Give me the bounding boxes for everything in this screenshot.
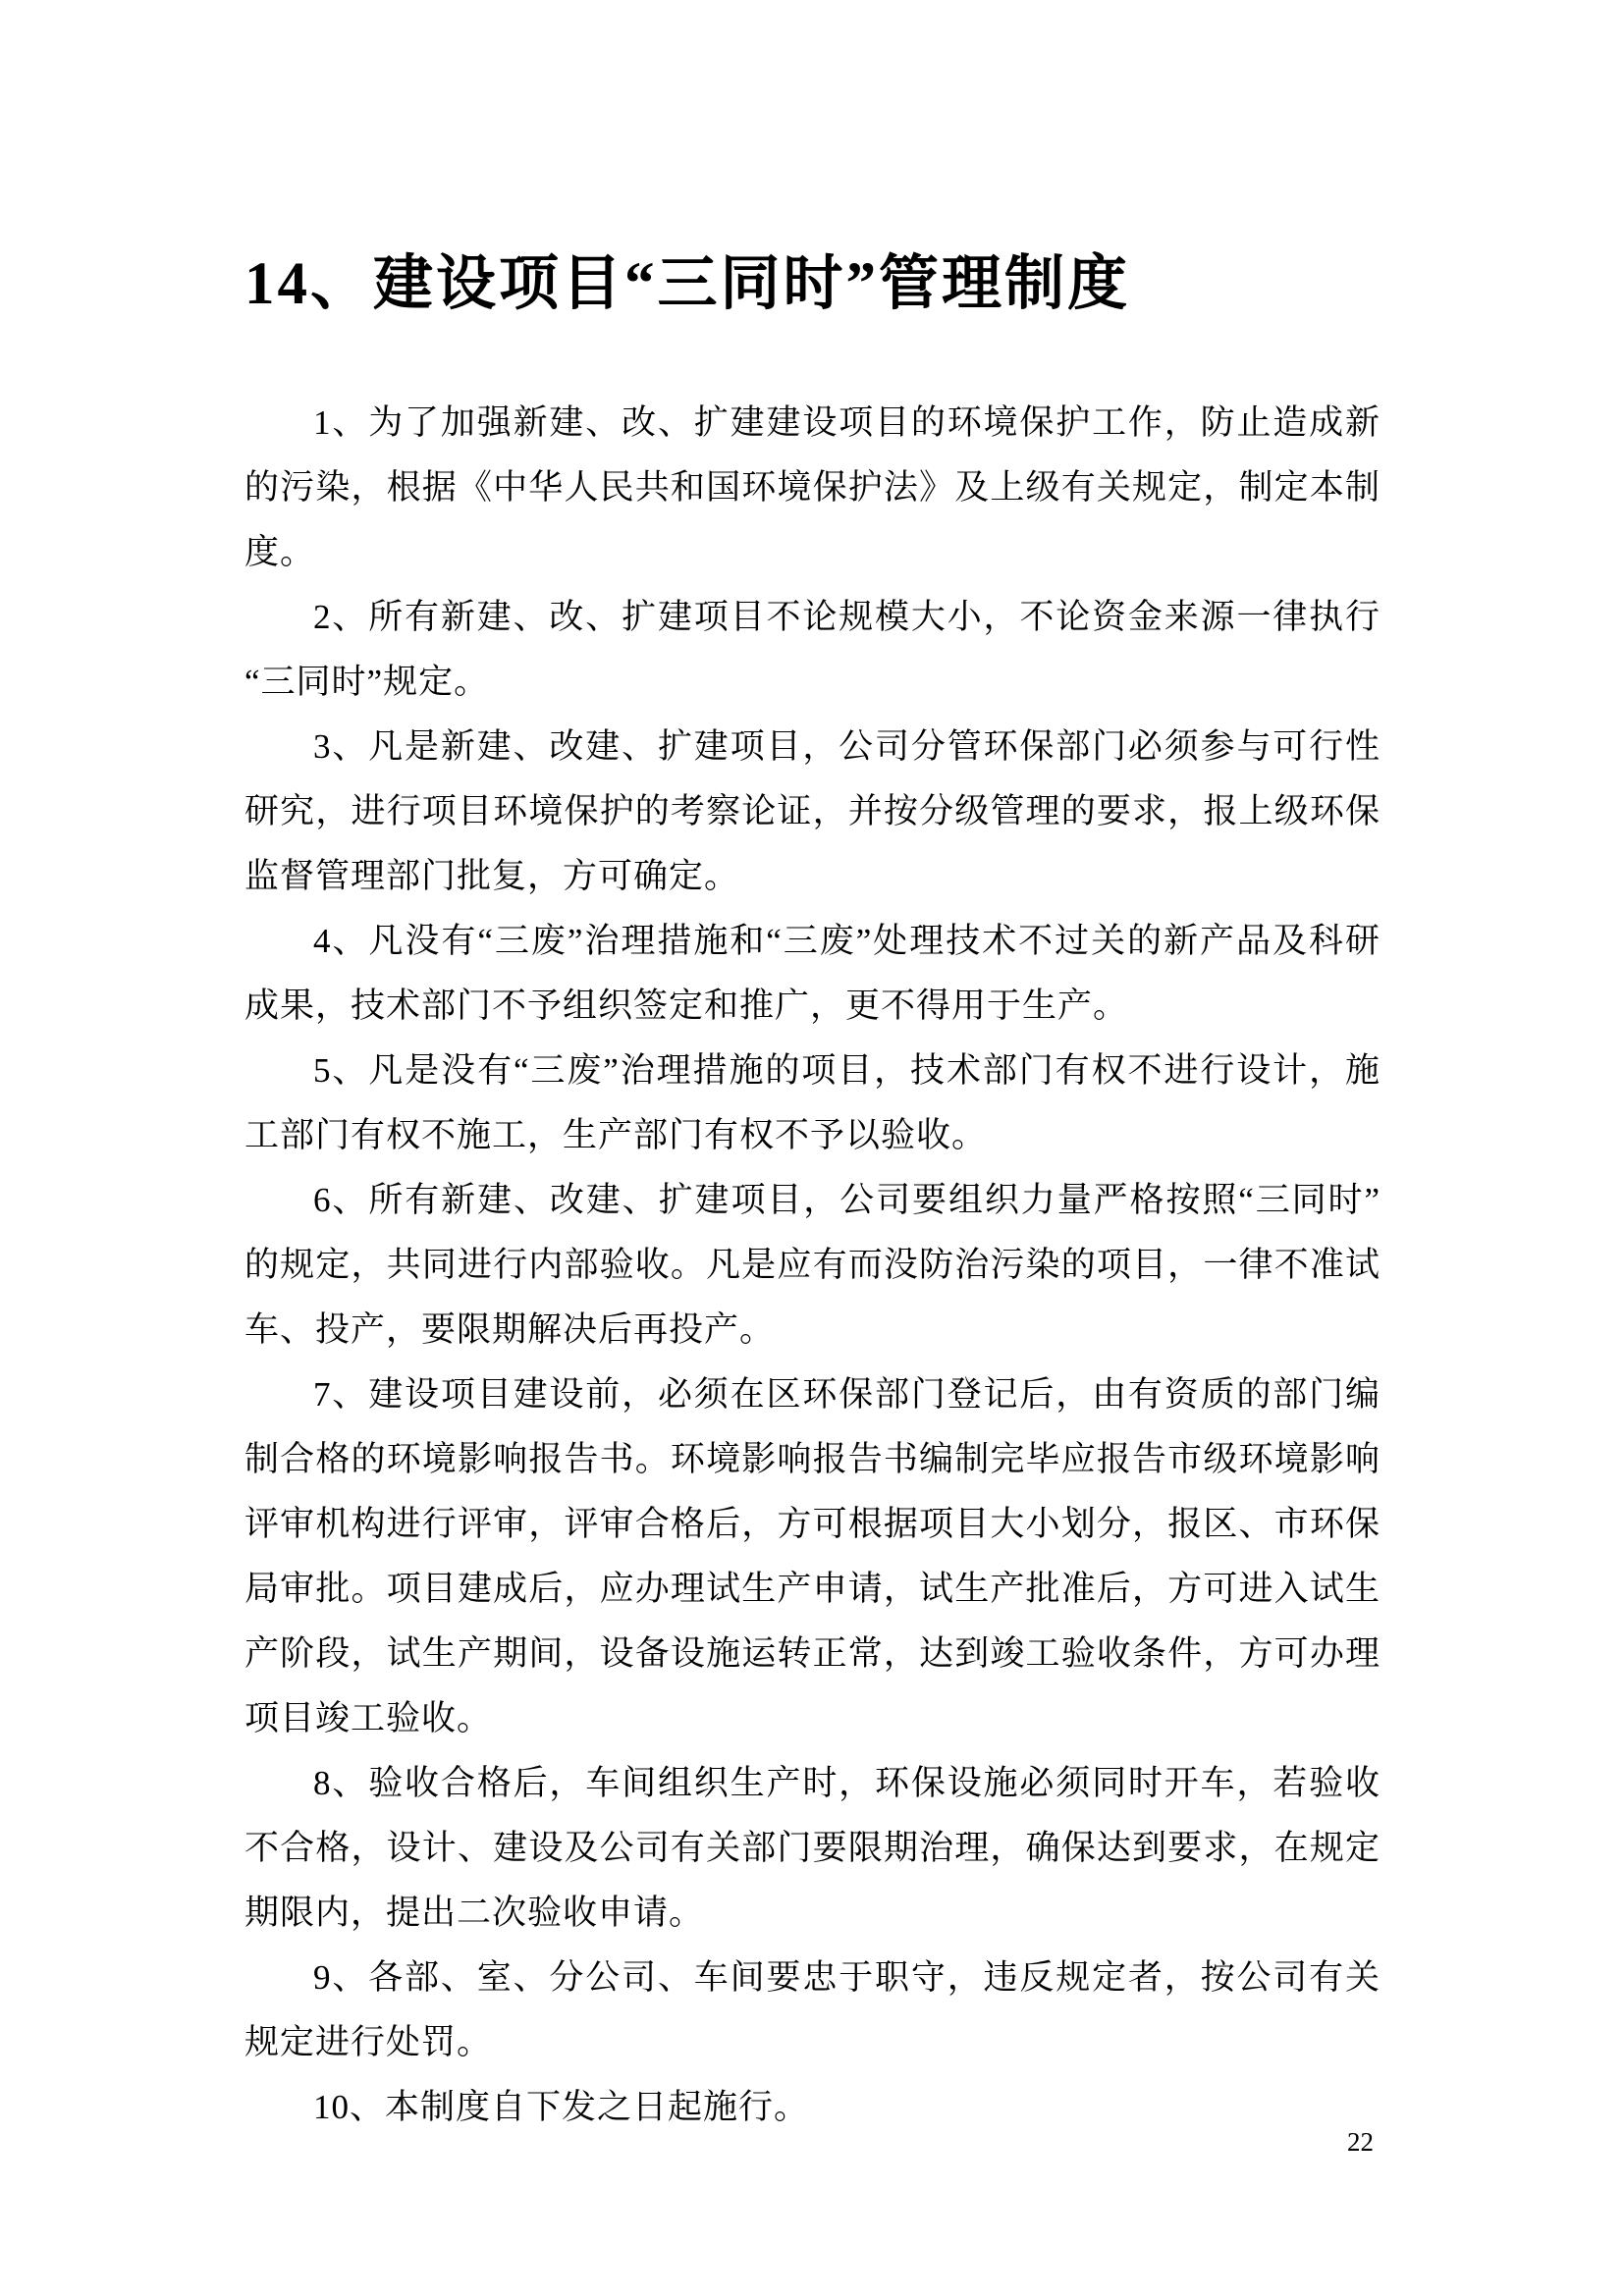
paragraph-9: 9、各部、室、分公司、车间要忠于职守，违反规定者，按公司有关规定进行处罚。 bbox=[244, 1958, 1380, 2061]
paragraph-2: 2、所有新建、改、扩建项目不论规模大小，不论资金来源一律执行“三同时”规定。 bbox=[244, 598, 1380, 701]
paragraph-4: 4、凡没有“三废”治理措施和“三废”处理技术不过关的新产品及科研成果，技术部门不予组织签定和推广，更不得用于生产。 bbox=[244, 922, 1380, 1025]
paragraph-7: 7、建设项目建设前，必须在区环保部门登记后，由有资质的部门编制合格的环境影响报告书。环境影响报告书编制完毕应报告市级环境影响评审机构进行评审，评审合格后，方可根据项目大小划分，报区、市环保局审批。项目建成后，应办理试生产申请，试生产批准后，方可进入试生产阶段，试生产期间，设备设施运转正常，达到竣工验收条件，方可办理项目竣工验收。 bbox=[244, 1375, 1380, 1737]
document-title: 14、建设项目“三同时”管理制度 bbox=[244, 251, 1131, 317]
paragraph-1: 1、为了加强新建、改、扩建建设项目的环境保护工作，防止造成新的污染，根据《中华人民共和国环境保护法》及上级有关规定，制定本制度。 bbox=[244, 403, 1380, 571]
page-number: 22 bbox=[1347, 2127, 1374, 2157]
paragraph-6: 6、所有新建、改建、扩建项目，公司要组织力量严格按照“三同时”的规定，共同进行内部验收。凡是应有而没防治污染的项目，一律不准试车、投产，要限期解决后再投产。 bbox=[244, 1181, 1380, 1349]
document-body bbox=[244, 391, 1380, 2140]
paragraph-10: 10、本制度自下发之日起施行。 bbox=[313, 2088, 810, 2126]
paragraph-3: 3、凡是新建、改建、扩建项目，公司分管环保部门必须参与可行性研究，进行项目环境保护的考察论证，并按分级管理的要求，报上级环保监督管理部门批复，方可确定。 bbox=[244, 727, 1380, 895]
paragraph-5: 5、凡是没有“三废”治理措施的项目，技术部门有权不进行设计，施工部门有权不施工，生产部门有权不予以验收。 bbox=[244, 1051, 1380, 1154]
paragraph-8: 8、验收合格后，车间组织生产时，环保设施必须同时开车，若验收不合格，设计、建设及公司有关部门要限期治理，确保达到要求，在规定期限内，提出二次验收申请。 bbox=[244, 1764, 1380, 1932]
